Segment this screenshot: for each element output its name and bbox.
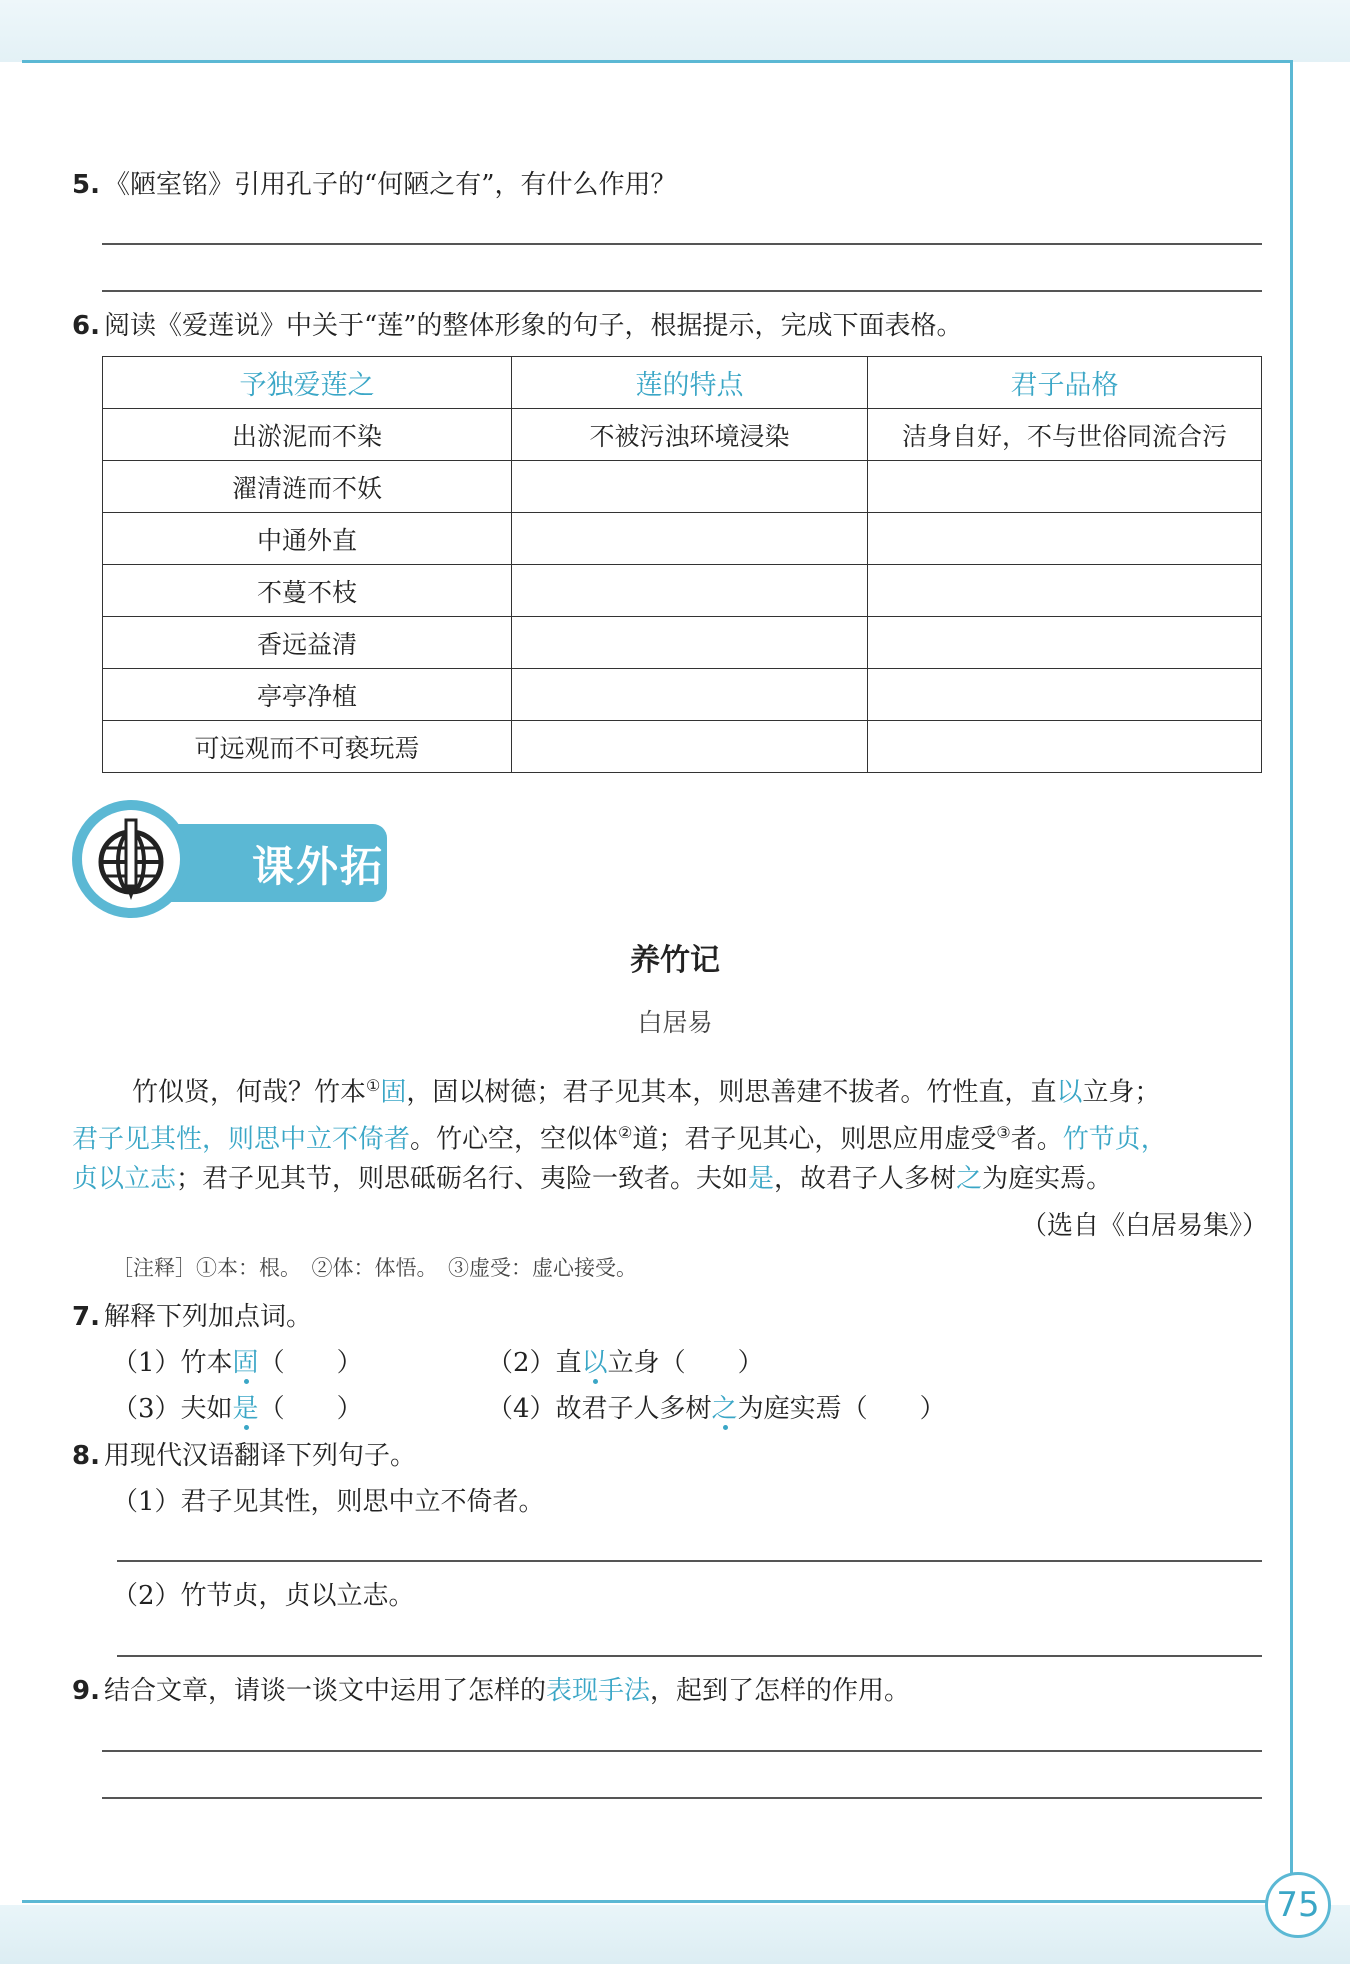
note-marker-1: ① (366, 1076, 381, 1095)
table-header: 君子品格 (868, 357, 1262, 409)
question-5-number: 5. (72, 170, 100, 200)
passage-text: ；君子见其节，则思砥砺名行、夷险一致者。夫如 (176, 1164, 749, 1194)
table-cell: 亭亭净植 (103, 669, 512, 721)
question-6-number: 6. (72, 311, 100, 341)
passage-highlight: 是 (748, 1164, 775, 1194)
table-cell: 可远观而不可亵玩焉 (103, 721, 512, 773)
table-answer-cell[interactable] (868, 513, 1262, 565)
table-row (103, 721, 1262, 773)
passage-text: 。竹心空，空似体 (410, 1124, 619, 1155)
lotus-table (102, 356, 1262, 773)
question-5 (72, 164, 677, 201)
question-9-text: ，起到了怎样的作用。 (650, 1676, 911, 1706)
passage-text: ，故君子人多树 (774, 1164, 957, 1194)
passage-text: 为庭实焉。 (982, 1164, 1113, 1194)
table-row (103, 565, 1262, 617)
table-header: 莲的特点 (512, 357, 868, 409)
passage-text: 立身； (1082, 1077, 1161, 1108)
table-answer-cell[interactable] (512, 669, 868, 721)
answer-line-9a[interactable] (102, 1750, 1262, 1752)
passage-title: 养竹记 (630, 943, 720, 978)
page-frame-top (22, 60, 1292, 63)
section-badge (72, 800, 387, 951)
passage-text: 竹似贤，何哉？竹本 (132, 1077, 367, 1108)
section-label: 课外拓展 (252, 842, 385, 951)
question-8 (72, 1435, 416, 1472)
passage-highlight: 固 (380, 1077, 407, 1108)
table-row (103, 461, 1262, 513)
question-7 (72, 1296, 312, 1333)
passage-text: 道；君子见其心，则思应用虚受 (632, 1124, 997, 1155)
passage-highlight: 之 (956, 1164, 983, 1194)
passage-line-3 (72, 1156, 1268, 1203)
table-cell: 洁身自好，不与世俗同流合污 (868, 409, 1262, 461)
section-circle-inner (82, 810, 180, 908)
q7-answer-blank[interactable]: （ ） (258, 1394, 363, 1424)
answer-line-5a[interactable] (102, 243, 1262, 245)
table-answer-cell[interactable] (868, 461, 1262, 513)
table-cell: 濯清涟而不妖 (103, 461, 512, 513)
question-5-text: 《陋室铭》引用孔子的“何陋之有”，有什么作用？ (103, 170, 677, 200)
passage-text: 者。 (1010, 1124, 1063, 1155)
question-9 (72, 1670, 910, 1707)
question-8-number: 8. (72, 1441, 100, 1471)
table-answer-cell[interactable] (512, 565, 868, 617)
passage-author: 白居易 (637, 1008, 713, 1037)
q8-sentence-2: （2）竹节贞，贞以立志。 (112, 1581, 415, 1611)
passage-highlight: 竹节贞， (1062, 1124, 1167, 1155)
passage-source: （选自《白居易集》） (1020, 1211, 1268, 1241)
q7-answer-blank[interactable]: （ ） (258, 1348, 363, 1378)
table-answer-cell[interactable] (868, 721, 1262, 773)
page-number: 75 (1265, 1872, 1331, 1938)
q7-item-text: （2）直 (487, 1348, 582, 1378)
question-7-number: 7. (72, 1302, 100, 1332)
table-answer-cell[interactable] (512, 721, 868, 773)
question-9-highlight: 表现手法 (545, 1676, 650, 1706)
q7-dotted-word: 之 (711, 1394, 738, 1424)
q7-dotted-word: 固 (232, 1348, 259, 1378)
q7-item-3 (112, 1388, 363, 1425)
table-cell: 中通外直 (103, 513, 512, 565)
q7-item-2 (487, 1342, 764, 1379)
table-cell: 出淤泥而不染 (103, 409, 512, 461)
answer-line-8b[interactable] (117, 1655, 1262, 1657)
table-row (103, 409, 1262, 461)
q7-answer-blank[interactable]: 为庭实焉（ ） (737, 1394, 946, 1424)
q7-item-text: （4）故君子人多树 (487, 1394, 712, 1424)
question-6-text: 阅读《爱莲说》中关于“莲”的整体形象的句子，根据提示，完成下面表格。 (103, 311, 963, 341)
answer-line-5b[interactable] (102, 290, 1262, 292)
table-cell: 不被污浊环境浸染 (512, 409, 868, 461)
q7-item-text: （3）夫如 (112, 1394, 233, 1424)
q7-answer-blank[interactable]: 立身（ ） (607, 1348, 764, 1378)
table-answer-cell[interactable] (868, 617, 1262, 669)
table-answer-cell[interactable] (512, 461, 868, 513)
top-band (0, 0, 1350, 62)
passage-highlight: 君子见其性，则思中立不倚者 (72, 1124, 411, 1155)
passage-highlight: 贞以立志 (72, 1164, 177, 1194)
table-header: 予独爱莲之 (103, 357, 512, 409)
table-cell: 不蔓不枝 (103, 565, 512, 617)
table-answer-cell[interactable] (512, 513, 868, 565)
table-row (103, 669, 1262, 721)
question-6 (72, 305, 963, 342)
table-row (103, 513, 1262, 565)
question-8-text: 用现代汉语翻译下列句子。 (103, 1441, 416, 1471)
table-answer-cell[interactable] (512, 617, 868, 669)
table-answer-cell[interactable] (868, 565, 1262, 617)
passage-highlight: 以 (1056, 1077, 1083, 1108)
answer-line-8a[interactable] (117, 1560, 1262, 1562)
q7-dotted-word: 是 (232, 1394, 259, 1424)
table-cell: 香远益清 (103, 617, 512, 669)
page-frame-right (1290, 60, 1293, 1902)
passage-text: ，固以树德；君子见其本，则思善建不拔者。竹性直，直 (406, 1077, 1057, 1108)
table-row (103, 617, 1262, 669)
q7-item-1 (112, 1342, 363, 1379)
section-circle (72, 800, 190, 918)
question-9-text: 结合文章，请谈一谈文中运用了怎样的 (103, 1676, 546, 1706)
q7-item-4 (487, 1388, 946, 1425)
bottom-band (0, 1905, 1350, 1964)
table-answer-cell[interactable] (868, 669, 1262, 721)
note-marker-3: ③ (996, 1123, 1011, 1142)
q8-sentence-1: （1）君子见其性，则思中立不倚者。 (112, 1487, 545, 1517)
q7-dotted-word: 以 (581, 1348, 608, 1378)
q7-item-text: （1）竹本 (112, 1348, 233, 1378)
globe-pen-icon (82, 810, 180, 908)
passage-notes: ［注释］①本：根。 ②体：体悟。 ③虚受：虚心接受。 (112, 1256, 637, 1280)
question-9-number: 9. (72, 1676, 100, 1706)
page-frame-bottom (22, 1900, 1293, 1903)
question-7-text: 解释下列加点词。 (103, 1302, 312, 1332)
table-header-row (103, 357, 1262, 409)
answer-line-9b[interactable] (102, 1797, 1262, 1799)
note-marker-2: ② (618, 1123, 633, 1142)
